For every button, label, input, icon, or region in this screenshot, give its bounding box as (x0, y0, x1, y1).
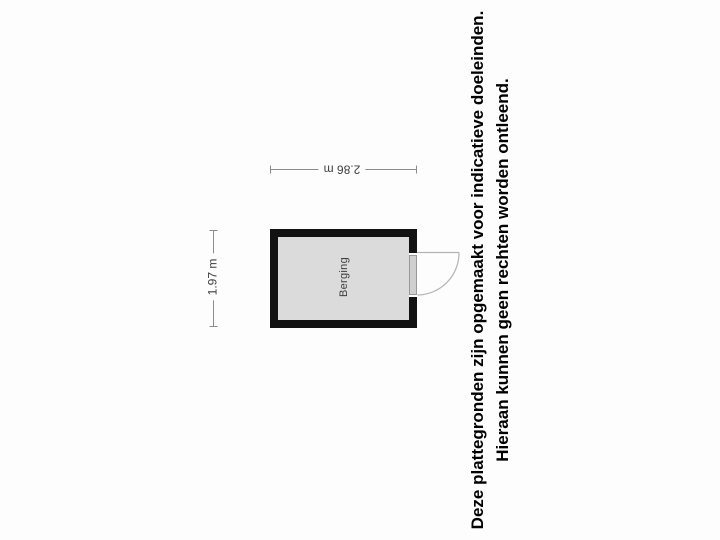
height-dimension-label: 1.97 m (205, 254, 220, 301)
door-jamb (410, 256, 417, 295)
disclaimer-line-2: Hieraan kunnen geen rechten worden ontleend. (493, 78, 512, 462)
disclaimer-line-1: Deze plattegronden zijn opgemaakt voor indicatieve doeleinden. (468, 10, 487, 530)
room-name-label: Berging (338, 256, 350, 298)
door-swing-arc (418, 253, 460, 296)
width-dimension-label: 2.86 m (319, 161, 366, 176)
disclaimer-text (465, 0, 515, 540)
